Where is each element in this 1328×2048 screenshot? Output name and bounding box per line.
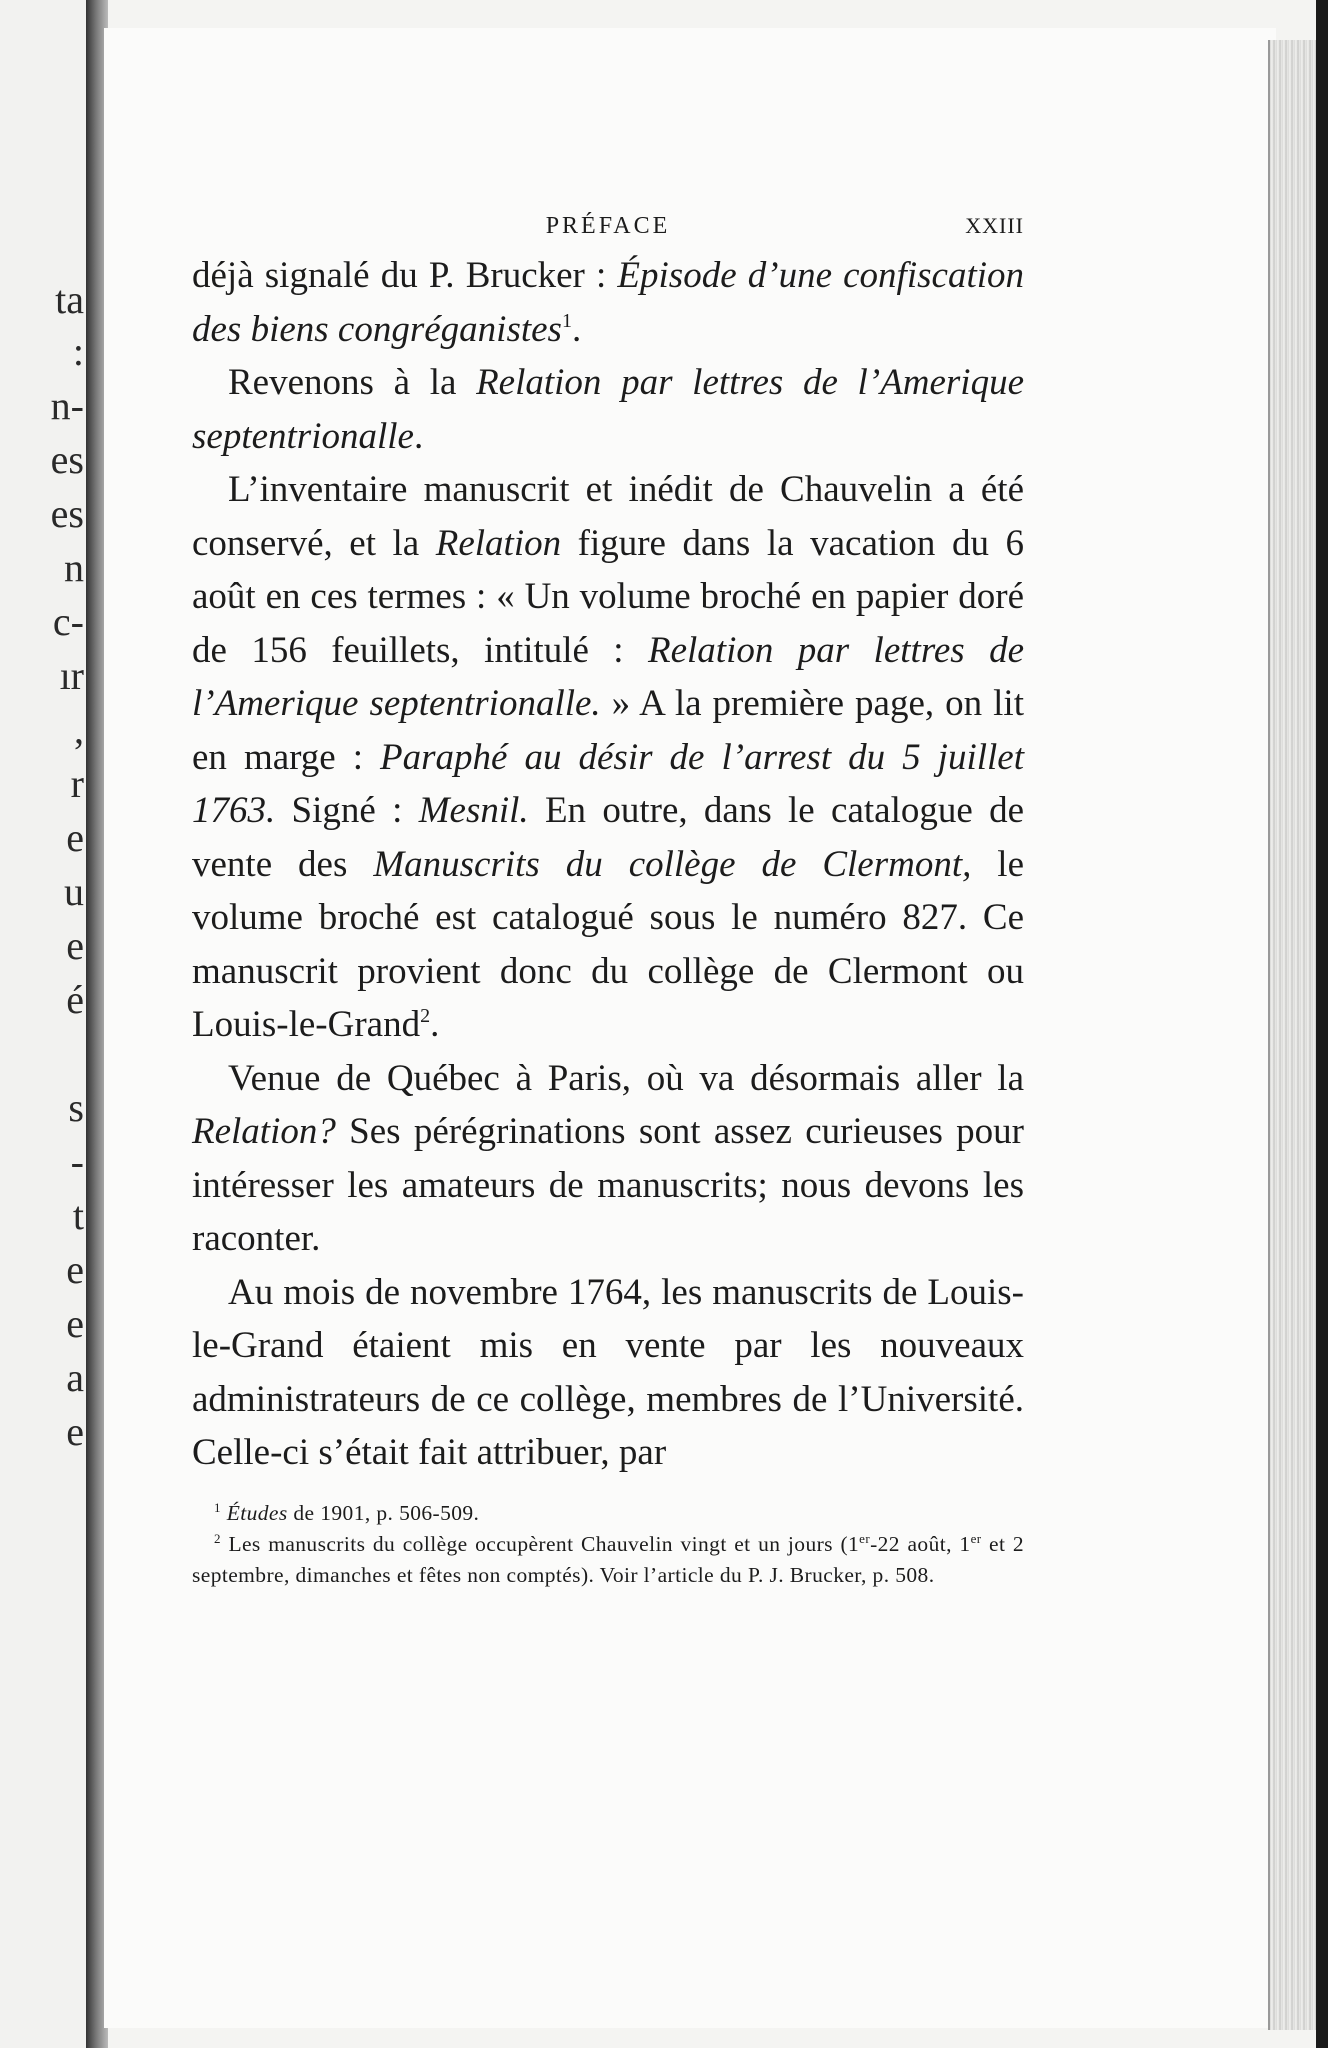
left-page-fragment: e — [66, 1301, 84, 1346]
left-page-fragment: es — [50, 437, 84, 482]
footnote: $^2$ Les manuscrits du collège occupèrent Chauvelin vingt et un jours (1er-22 août, 1er et 2 septembre, dimanches et fêtes non comptés). Voir l’article du P. J. Brucker, p. 508. — [192, 1530, 1025, 1587]
running-title: PRÉFACE — [545, 213, 671, 239]
paragraph: Revenons à la Relation par lettres de l’Amerique septentrionalle. — [192, 362, 1024, 457]
left-page-fragment: e — [66, 815, 84, 860]
left-facing-page — [0, 0, 92, 2048]
left-page-fragment: , — [74, 707, 84, 752]
left-page-fragment: es — [50, 491, 84, 536]
paragraph: L’inventaire manuscrit et inédit de Chauvelin a été conservé, et la Relation figure dans la vacation du 6 août en ces termes : « Un volume broché en papier doré de 156 feuillets, intitulé : Relation par lettres de l’Amerique septentrionalle. » A la première page, on lit en marge : Paraphé au désir de l’arrest du 5 juillet 1763. Signé : Mesnil. En outre, dans le catalogue de vente des Manuscrits du collège de Clermont, le volume broché est catalogué sous le numéro 827. Ce manuscrit provient donc du collège de Clermont ou Louis-le-Grand$^2$. — [192, 469, 1024, 1045]
left-page-fragment: u — [64, 869, 84, 914]
left-page-fragment: : — [72, 329, 84, 374]
scan-border — [1316, 0, 1328, 2048]
left-page-fragment: - — [70, 1139, 84, 1184]
left-page-fragment: r — [70, 761, 84, 806]
text-block — [192, 205, 1024, 1591]
page-edges — [1268, 40, 1318, 2030]
left-page-fragment: ır — [59, 653, 84, 698]
left-page-fragment: c- — [52, 599, 84, 644]
footnote: $^1$ Études de 1901, p. 506-509. — [214, 1499, 480, 1525]
footnote-ref: 2 — [420, 1005, 431, 1027]
left-page-fragment: s — [68, 1085, 84, 1130]
left-page-fragment: a — [66, 1355, 84, 1400]
paragraph: Venue de Québec à Paris, où va désormais aller la Relation? Ses pérégrinations sont assez curieuses pour intéresser les amateurs de manuscrits; nous devons les raconter. — [192, 1057, 1024, 1259]
paragraph: déjà signalé du P. Brucker : Épisode d’une confiscation des biens congréganistes$^1$. — [192, 255, 1024, 350]
left-page-fragment: ta — [55, 277, 84, 322]
left-page-fragment: é — [66, 977, 84, 1022]
footnotes — [192, 1498, 1024, 1591]
running-head — [192, 205, 1024, 249]
footnote-ref: 1 — [561, 309, 572, 332]
left-page-fragment: e — [66, 923, 84, 968]
left-page-fragment: e — [66, 1247, 84, 1292]
left-page-fragment: e — [66, 1409, 84, 1454]
page-number: XXIII — [965, 213, 1024, 238]
body-text — [192, 249, 1024, 1480]
paragraph: Au mois de novembre 1764, les manuscrits de Louis-le-Grand étaient mis en vente par les nouveaux administrateurs de ce collège, membres de l’Université. Celle-ci s’était fait attribuer, par — [192, 1271, 1024, 1473]
left-page-fragment: n- — [50, 383, 84, 428]
left-page-fragment: t — [72, 1193, 84, 1238]
left-page-fragment: n — [64, 545, 84, 590]
